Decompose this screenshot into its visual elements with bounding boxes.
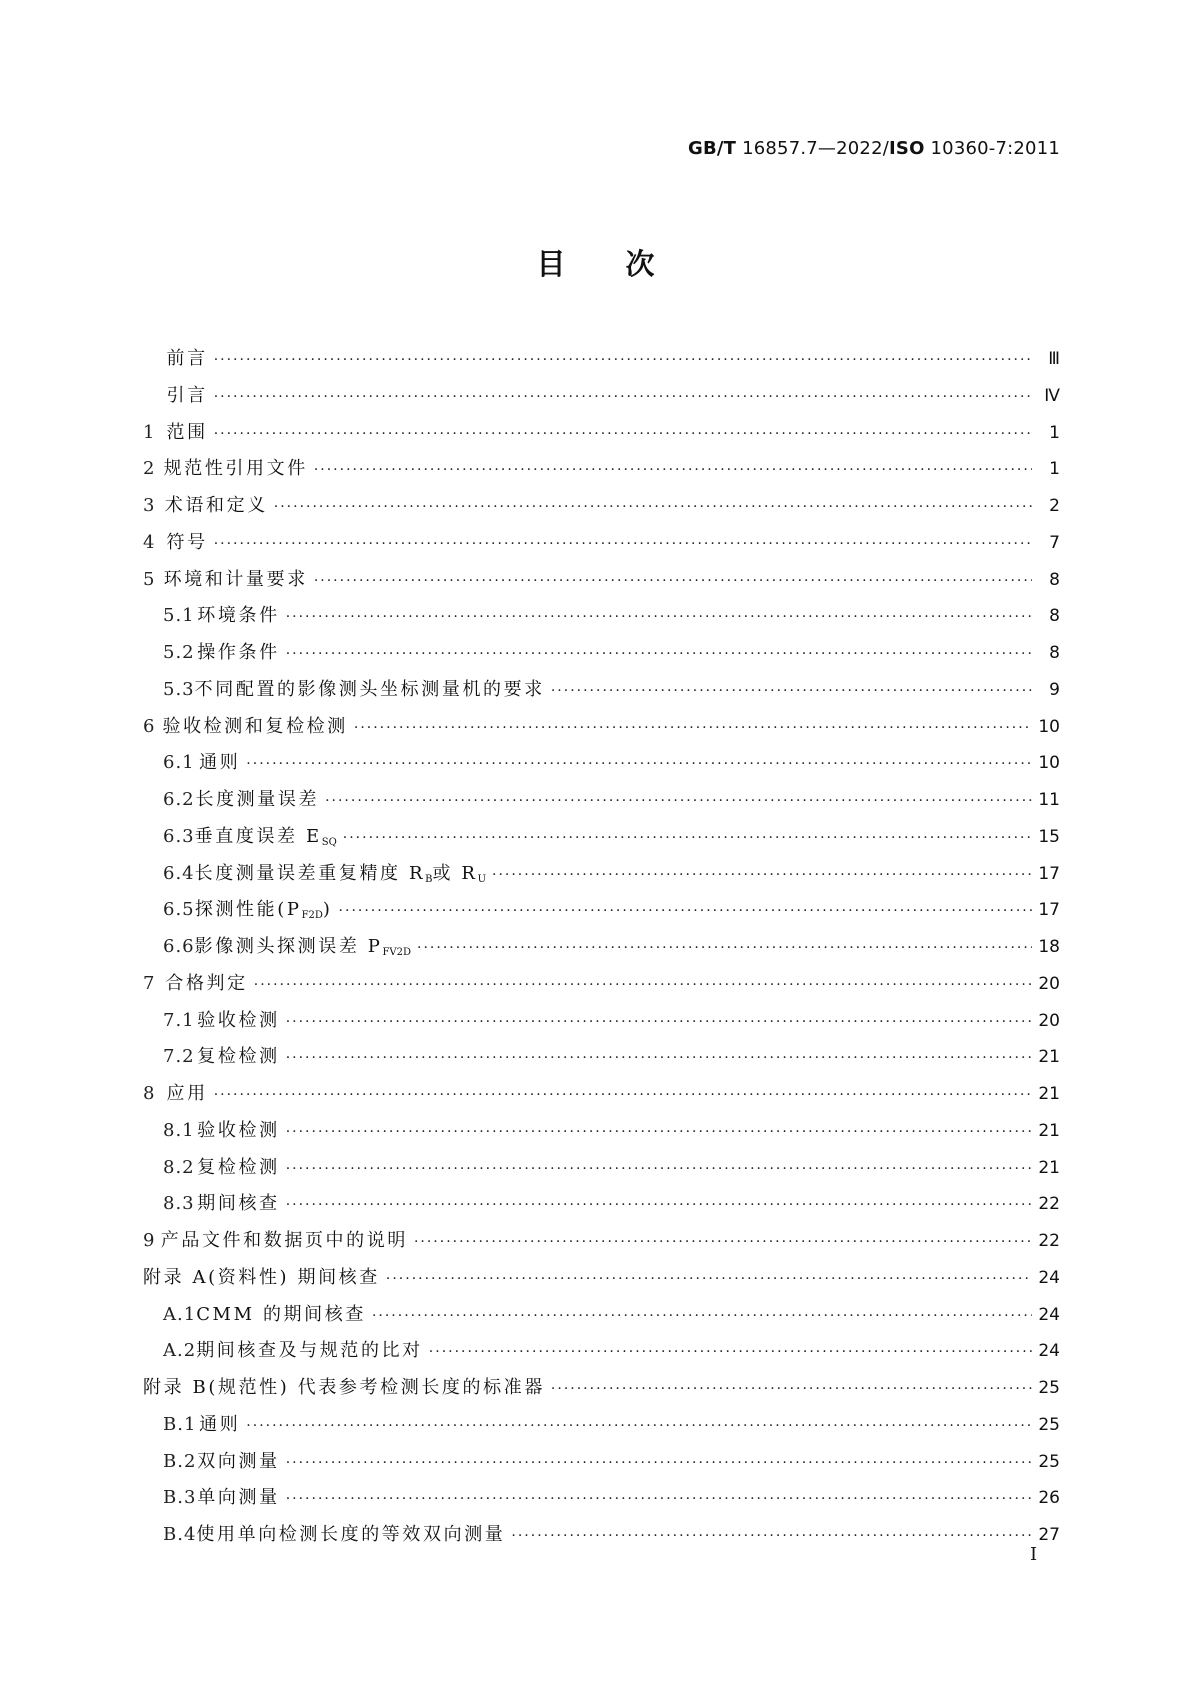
toc-entry-title: 产品文件和数据页中的说明 xyxy=(160,1230,408,1251)
toc-entry-title: 附录 B(规范性) 代表参考检测长度的标准器 xyxy=(143,1377,545,1398)
toc-entry-title: 应用 xyxy=(166,1083,208,1104)
toc-entry-title: 前言 xyxy=(166,348,208,369)
toc-entry-page: Ⅲ xyxy=(1048,349,1060,369)
toc-entry-title: 环境和计量要求 xyxy=(163,568,308,590)
toc-entry-number: 6.3 xyxy=(163,825,195,847)
toc-leader-dots xyxy=(286,1004,1032,1041)
toc-entry-title: 验收检测 xyxy=(197,1119,280,1141)
toc-leader-dots xyxy=(417,930,1032,967)
toc-leader-dots xyxy=(214,342,1032,379)
page-number: I xyxy=(1030,1544,1038,1565)
toc-leader-dots xyxy=(246,746,1032,783)
toc-entry-number: 5.2 xyxy=(163,642,195,663)
toc-entry[interactable] xyxy=(143,745,1060,782)
toc-entry-page: 18 xyxy=(1038,937,1060,957)
toc-entry-title: 验收检测和复检检测 xyxy=(162,715,348,737)
toc-entry[interactable] xyxy=(143,709,1060,746)
toc-entry-number: 4 xyxy=(143,531,156,553)
standard-code-prefix: GB/T xyxy=(688,138,737,159)
toc-entry-page: 25 xyxy=(1038,1451,1060,1472)
toc-entry-number: B.1 xyxy=(163,1413,197,1435)
toc-entry[interactable] xyxy=(143,378,1060,415)
toc-entry[interactable] xyxy=(143,856,1060,893)
toc-entry[interactable] xyxy=(143,488,1060,525)
toc-entry-number: 6.1 xyxy=(163,752,195,774)
toc-entry-number: B.4 xyxy=(163,1524,197,1545)
toc-entry-page: Ⅳ xyxy=(1044,385,1060,406)
page-title: 目次 xyxy=(536,247,715,281)
toc-leader-dots xyxy=(551,1371,1032,1408)
toc-entry-number: 8.2 xyxy=(163,1156,195,1178)
toc-entry-title: 规范性引用文件 xyxy=(163,458,308,480)
toc-entry-number: 6.4 xyxy=(163,862,195,884)
toc-leader-dots xyxy=(286,1040,1032,1077)
toc-entry[interactable] xyxy=(143,525,1060,562)
toc-entry-page: 10 xyxy=(1038,716,1060,737)
toc-entry-page: 1 xyxy=(1049,459,1060,480)
toc-leader-dots xyxy=(372,1298,1032,1335)
toc-leader-dots xyxy=(429,1334,1032,1371)
toc-entry-page: 21 xyxy=(1038,1084,1060,1104)
toc-entry-title: 复检检测 xyxy=(197,1046,280,1068)
toc-entry[interactable] xyxy=(143,451,1060,488)
toc-entry[interactable] xyxy=(143,1407,1060,1444)
toc-entry-title: 复检检测 xyxy=(197,1156,280,1178)
toc-leader-dots xyxy=(286,636,1032,673)
toc-entry-title: 符号 xyxy=(166,531,208,553)
toc-entry-number: 3 xyxy=(143,495,156,516)
toc-entry-page: 24 xyxy=(1038,1267,1060,1288)
toc-entry-page: 27 xyxy=(1038,1525,1060,1545)
toc-entry-number: 2 xyxy=(143,458,156,480)
toc-entry[interactable] xyxy=(143,672,1060,709)
toc-leader-dots xyxy=(286,1445,1032,1482)
toc-leader-dots xyxy=(246,1408,1032,1445)
toc-entry[interactable] xyxy=(143,1297,1060,1334)
iso-number: 10360-7:2011 xyxy=(924,138,1060,159)
toc-leader-dots xyxy=(343,820,1032,857)
toc-leader-dots xyxy=(286,1187,1032,1224)
toc-entry-number: 8.3 xyxy=(163,1193,195,1215)
toc-entry-title: 探测性能$(P_{F2D})$ xyxy=(194,899,333,922)
toc-entry-number: B.3 xyxy=(163,1487,197,1509)
toc-entry-title: 验收检测 xyxy=(197,1009,280,1031)
table-of-contents xyxy=(143,341,1060,1554)
toc-entry-title: 长度测量误差重复精度 $R_B$或 $R_U$ xyxy=(194,862,486,885)
toc-entry[interactable] xyxy=(143,635,1060,672)
toc-entry-title: 附录 A(资料性) 期间核查 xyxy=(143,1266,380,1288)
toc-entry-page: 25 xyxy=(1038,1414,1060,1435)
toc-leader-dots xyxy=(314,563,1032,600)
toc-entry[interactable] xyxy=(143,1003,1060,1040)
toc-entry[interactable] xyxy=(143,1039,1060,1076)
toc-entry[interactable] xyxy=(143,966,1060,1003)
toc-entry[interactable] xyxy=(143,1370,1060,1407)
toc-leader-dots xyxy=(414,1224,1032,1261)
iso-prefix: ISO xyxy=(889,138,925,159)
toc-entry-title: 期间核查 xyxy=(197,1193,280,1215)
toc-leader-dots xyxy=(214,416,1032,453)
toc-entry-page: 17 xyxy=(1038,900,1060,921)
toc-entry-page: 21 xyxy=(1038,1047,1060,1068)
toc-leader-dots xyxy=(339,893,1032,930)
toc-entry-number: 5.3 xyxy=(163,678,195,700)
toc-entry-number: 5.1 xyxy=(163,605,195,627)
toc-leader-dots xyxy=(214,526,1032,563)
toc-entry-title: 单向测量 xyxy=(197,1487,280,1509)
toc-entry-title: 合格判定 xyxy=(165,972,248,994)
toc-entry-page: 20 xyxy=(1038,1010,1060,1031)
toc-entry-page: 8 xyxy=(1049,569,1060,590)
standard-code xyxy=(688,138,1060,159)
toc-leader-dots xyxy=(214,1077,1032,1114)
toc-entry-page: 22 xyxy=(1038,1231,1060,1251)
toc-entry-page: 24 xyxy=(1038,1304,1060,1325)
toc-entry[interactable] xyxy=(143,1444,1060,1481)
toc-leader-dots xyxy=(286,599,1032,636)
toc-entry-number: B.2 xyxy=(163,1450,197,1472)
toc-entry[interactable] xyxy=(143,1333,1060,1370)
toc-entry-page: 7 xyxy=(1049,532,1060,553)
toc-entry[interactable] xyxy=(143,1517,1060,1554)
toc-entry-page: 2 xyxy=(1049,496,1060,516)
toc-entry-number: A.2 xyxy=(163,1340,197,1362)
toc-entry[interactable] xyxy=(143,929,1060,966)
toc-entry-number: 6.5 xyxy=(163,899,195,921)
toc-entry-number: 7 xyxy=(143,972,156,994)
toc-entry-title: 操作条件 xyxy=(197,642,280,663)
toc-entry-page: 9 xyxy=(1049,679,1060,700)
toc-leader-dots xyxy=(286,1114,1032,1151)
toc-entry[interactable] xyxy=(143,1113,1060,1150)
toc-entry-title: 范围 xyxy=(166,421,208,443)
toc-leader-dots xyxy=(286,1151,1032,1188)
toc-entry-title: 长度测量误差 xyxy=(195,789,320,810)
toc-entry-title: 引言 xyxy=(166,384,208,406)
toc-entry-title: 垂直度误差 $E_{SQ}$ xyxy=(194,825,337,848)
toc-entry[interactable] xyxy=(143,819,1060,856)
toc-entry-title: 通则 xyxy=(199,752,241,774)
toc-entry-title: 通则 xyxy=(199,1413,241,1435)
toc-leader-dots xyxy=(551,673,1032,710)
toc-entry-page: 8 xyxy=(1049,643,1060,663)
toc-entry-title: 使用单向检测长度的等效双向测量 xyxy=(196,1524,506,1545)
toc-entry-number: 6.2 xyxy=(163,789,195,810)
toc-leader-dots xyxy=(325,783,1032,820)
toc-entry[interactable] xyxy=(143,1260,1060,1297)
toc-entry-number: 6 xyxy=(143,715,156,737)
toc-entry-title: 环境条件 xyxy=(197,605,280,627)
toc-entry-page: 1 xyxy=(1049,422,1060,443)
toc-entry-page: 21 xyxy=(1038,1120,1060,1141)
toc-entry[interactable] xyxy=(143,892,1060,929)
toc-leader-dots xyxy=(354,710,1032,747)
toc-entry-title: 不同配置的影像测头坐标测量机的要求 xyxy=(194,678,545,700)
toc-entry-page: 17 xyxy=(1038,863,1060,884)
toc-entry[interactable] xyxy=(143,1186,1060,1223)
toc-entry[interactable] xyxy=(143,1076,1060,1113)
toc-entry[interactable] xyxy=(143,782,1060,819)
toc-leader-dots xyxy=(286,1481,1032,1518)
toc-entry-title: 期间核查及与规范的比对 xyxy=(196,1340,423,1362)
toc-leader-dots xyxy=(492,857,1032,894)
toc-entry-page: 20 xyxy=(1038,973,1060,994)
toc-entry[interactable] xyxy=(143,1150,1060,1187)
toc-entry-number: 8.1 xyxy=(163,1119,195,1141)
toc-entry[interactable] xyxy=(143,562,1060,599)
toc-entry-number: 6.6 xyxy=(163,936,195,957)
toc-entry[interactable] xyxy=(143,1223,1060,1260)
toc-leader-dots xyxy=(511,1518,1032,1555)
toc-entry-page: 24 xyxy=(1038,1341,1060,1362)
toc-entry[interactable] xyxy=(143,1480,1060,1517)
toc-entry-number: 7.2 xyxy=(163,1046,195,1068)
toc-entry-page: 15 xyxy=(1038,826,1060,847)
toc-leader-dots xyxy=(274,489,1032,526)
toc-leader-dots xyxy=(314,452,1032,489)
standard-code-number: 16857.7—2022/ xyxy=(736,138,890,159)
toc-entry-number: 9 xyxy=(143,1230,156,1251)
toc-entry-page: 26 xyxy=(1038,1488,1060,1509)
toc-entry-page: 8 xyxy=(1049,606,1060,627)
toc-leader-dots xyxy=(386,1261,1032,1298)
toc-leader-dots xyxy=(254,967,1032,1004)
toc-entry-page: 10 xyxy=(1038,753,1060,774)
toc-entry-number: A.1 xyxy=(163,1303,197,1325)
toc-entry-number: 7.1 xyxy=(163,1009,195,1031)
toc-entry-page: 21 xyxy=(1038,1157,1060,1178)
toc-entry-number: 8 xyxy=(143,1083,156,1104)
toc-entry-page: 22 xyxy=(1038,1194,1060,1215)
toc-entry[interactable] xyxy=(143,598,1060,635)
toc-entry-number: 1 xyxy=(143,421,156,443)
toc-entry[interactable] xyxy=(143,415,1060,452)
toc-leader-dots xyxy=(214,379,1032,416)
toc-entry-title: 双向测量 xyxy=(197,1450,280,1472)
toc-entry-title: 术语和定义 xyxy=(164,495,268,516)
toc-entry-number: 5 xyxy=(143,568,156,590)
toc-entry-page: 11 xyxy=(1038,790,1060,810)
toc-entry-page: 25 xyxy=(1038,1378,1060,1398)
toc-entry-title: 影像测头探测误差 $P_{FV2D}$ xyxy=(194,936,412,958)
toc-entry[interactable] xyxy=(143,341,1060,378)
toc-entry-title: CMM 的期间核查 xyxy=(196,1303,366,1325)
